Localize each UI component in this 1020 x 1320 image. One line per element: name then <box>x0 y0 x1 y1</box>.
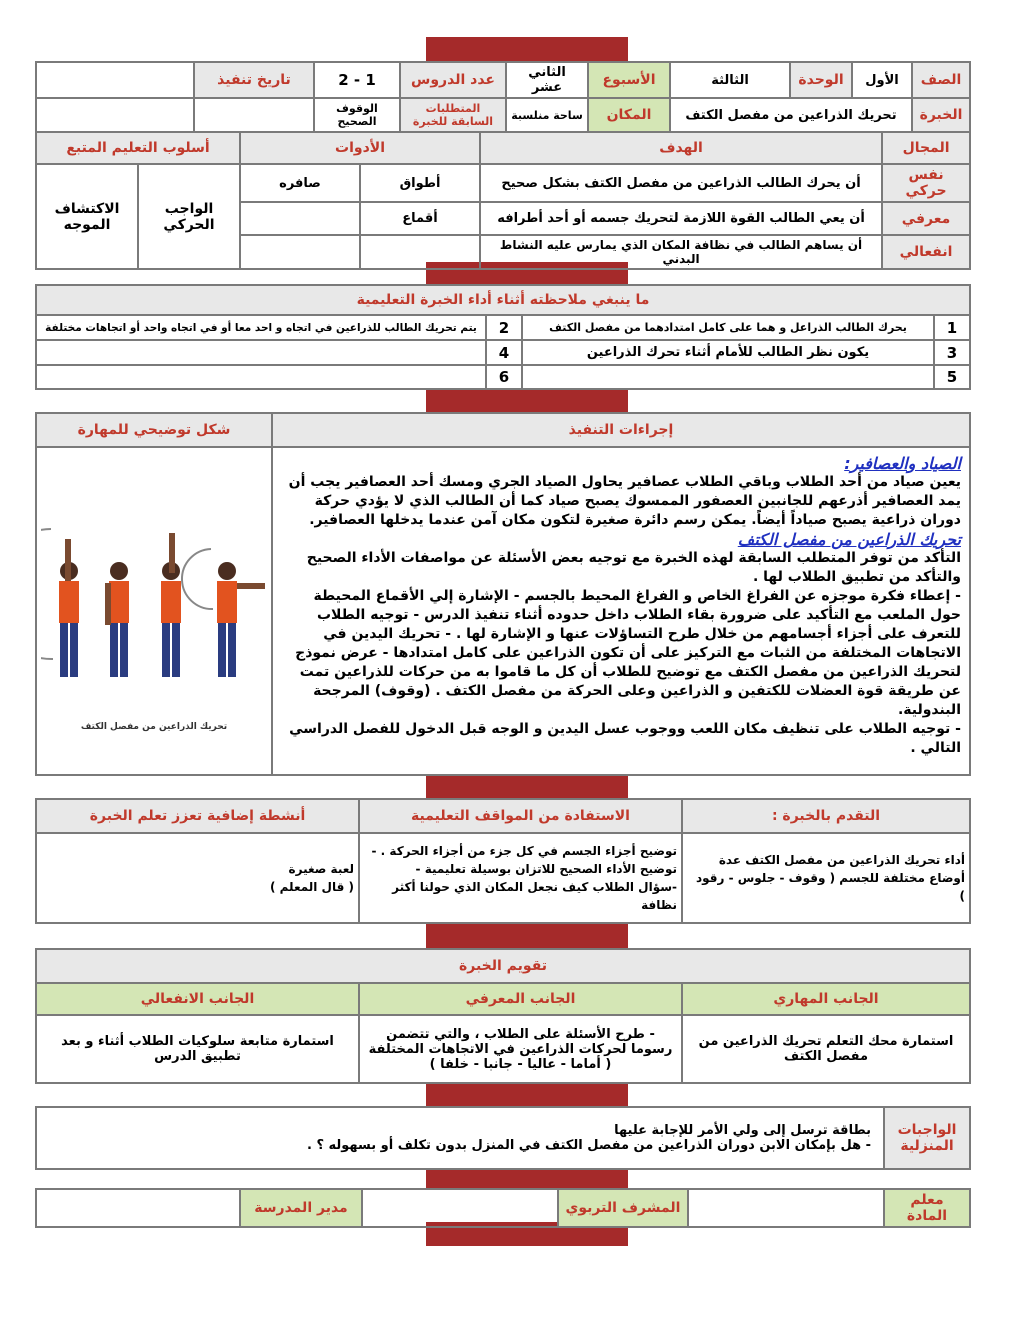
divider-bar-3 <box>426 390 628 412</box>
skill-aspect-header: الجانب المهاري <box>682 983 970 1015</box>
domain-psychomotor: نفس حركي <box>882 164 970 202</box>
tool-cell <box>240 202 360 235</box>
note-number: 2 <box>486 315 522 340</box>
homework-content <box>36 1107 884 1169</box>
prereq-value: الوقوف الصحيح <box>314 98 400 132</box>
homework-label: الواجبات المنزلية <box>884 1107 970 1169</box>
skill-text: التأكد من توفر المتطلب السابقة لهذه الخبرة مع توجيه بعض الأسئلة عن مواصفات الأداء الصحيح والتأكد من تطبيق الطلاب لها . <box>306 550 961 585</box>
domain-header: المجال <box>882 132 970 164</box>
note-text: يتم تحريك الطالب للذراعين في اتجاه و احد معا أو في اتجاه واحد أو اتجاهات مختلفة <box>36 315 486 340</box>
grade-value: الأول <box>852 62 912 98</box>
divider-bar-7 <box>426 1168 628 1188</box>
tool-cell: صافره <box>240 164 360 202</box>
signature-cell <box>36 1189 240 1227</box>
skill-text: - إعطاء فكرة موجزه عن الفراغ الخاص و الفراغ المحيط بالجسم - الإشارة إلي الأقماع المحيطة حول الملعب مع التأكيد على ضرورة بقاء الطلاب داخل حدوده أثناء تنفيذ الدرس - توجيه الطلاب للتعرف على أجزاء أجسامهم من خلال طرح التساؤلات عنها و الإشارة لها . - تحريك اليدين في الاتجاهات المختلفة من الثبات مع التركيز على أن تكون الذراعين على كامل امتدادها - عرض نموذج لتحريك الذراعين من مفصل الكتف مع توضيح للطلاب أن كل ما قاموا به من حركات للذراعين تمت عن طريقة قوة العضلات للكتفين و الذراعين وعلى الحركة من مفصل الكتف . (وقوف) المرجحة البندولية. <box>295 588 961 718</box>
exec-date-label: تاريخ تنفيذ <box>194 62 314 98</box>
exec-date-value <box>36 62 194 98</box>
divider-bar-6 <box>426 1084 628 1106</box>
situation-line: توضيح أجزاء الجسم في كل جزء من أجزاء الحركة . - <box>371 844 677 858</box>
skill-text: - توجيه الطلاب على تنظيف مكان اللعب ووجوب عسل اليدين و الوجه قبل الدخول للفصل الدراسي التالي . <box>289 721 961 756</box>
style-guided-discovery: الاكتشاف الموجه <box>36 164 138 269</box>
note-number: 4 <box>486 340 522 365</box>
note-number: 6 <box>486 365 522 389</box>
experience-label: الخبرة <box>912 98 970 132</box>
place-label: المكان <box>588 98 670 132</box>
tool-cell: أقماع <box>360 202 480 235</box>
skill-aspect-cell: استمارة محك التعلم تحريك الذراعين من مفصل الكتف <box>682 1015 970 1083</box>
extra-activities-cell <box>36 833 359 923</box>
style-motor-task: الواجب الحركي <box>138 164 240 269</box>
note-number: 5 <box>934 365 970 389</box>
empty-cell <box>36 98 194 132</box>
progress-cell: أداء تحريك الذراعين من مفصل الكتف عدة أوضاع مختلفة للجسم ( وقوف - جلوس - رقود ) <box>682 833 970 923</box>
figure-3 <box>161 533 181 677</box>
skill-title: تحريك الذراعين من مفصل الكتف <box>737 530 961 549</box>
goal-affective: أن يساهم الطالب في نظافة المكان الذي يمارس عليه النشاط البدني <box>480 235 882 269</box>
style-header: أسلوب التعليم المتبع <box>36 132 240 164</box>
empty-cell <box>194 98 314 132</box>
game-text: يعين صياد من أحد الطلاب وباقي الطلاب عصافير يحاول الصياد الجري ومسك أحد العصافير يجب أن يمد العصافير أذرعهم للجانبين العصفور الممسوك يصبح صياد كما أن الطالب الذي لا يؤدي حركة دوران ذراعية يصبح صياداً أيضاً. يمكن رسم دائرة صغيرة لتكون مكان آمن عندما يدخلها العصافير. <box>288 474 961 528</box>
activity-line: ( قال المعلم ) <box>269 880 354 894</box>
notes-title: ما ينبغي ملاحظته أثناء أداء الخبرة التعليمية <box>36 285 970 315</box>
illustration-header: شكل توضيحي للمهارة <box>36 413 272 447</box>
divider-bar-1 <box>426 37 628 61</box>
progress-header: التقدم بالخبرة : <box>682 799 970 833</box>
procedures-table <box>35 412 971 776</box>
goal-psychomotor: أن يحرك الطالب الذراعين من مفصل الكتف بشكل صحيح <box>480 164 882 202</box>
procedures-body <box>272 447 970 775</box>
note-text <box>522 365 934 389</box>
figure-1 <box>41 529 79 677</box>
evaluation-table <box>35 948 971 1084</box>
experience-value: تحريك الذراعين من مفصل الكتف <box>670 98 912 132</box>
domain-affective: انفعالي <box>882 235 970 269</box>
tool-cell: أطواق <box>360 164 480 202</box>
prereq-label: المتطلبات السابقة للخبرة <box>400 98 506 132</box>
lesson-info-table <box>35 61 971 133</box>
figure-4 <box>182 549 265 677</box>
goal-cognitive: أن يعي الطالب القوة اللازمة لتحريك جسمه أو أحد أطرافه <box>480 202 882 235</box>
unit-value: الثالثة <box>670 62 790 98</box>
note-text <box>36 340 486 365</box>
evaluation-title: تقويم الخبرة <box>36 949 970 983</box>
homework-line: بطاقة ترسل إلى ولي الأمر للإجابة عليها <box>614 1123 871 1138</box>
week-value: الثاني عشر <box>506 62 588 98</box>
homework-line: - هل بإمكان الابن دوران الذراعين من مفصل الكتف في المنزل بدون تكلف أو بسهوله ؟ . <box>306 1138 871 1153</box>
activity-line: لعبة صغيرة <box>288 862 354 876</box>
homework-table <box>35 1106 971 1170</box>
objectives-table <box>35 131 971 270</box>
signatures-table <box>35 1188 971 1228</box>
week-label: الأسبوع <box>588 62 670 98</box>
note-text: يحرك الطالب الذراعل و هما على كامل امتدادهما من مفصل الكتف <box>522 315 934 340</box>
illustration-caption: تحريك الذراعين من مفصل الكتف <box>80 722 228 732</box>
lessons-label: عدد الدروس <box>400 62 506 98</box>
divider-bar-5 <box>426 922 628 948</box>
procedures-header: إجراءات التنفيذ <box>272 413 970 447</box>
cognitive-aspect-header: الجانب المعرفي <box>359 983 682 1015</box>
signature-cell <box>688 1189 884 1227</box>
affective-aspect-cell: استمارة متابعة سلوكيات الطلاب أثناء و بعد تطبيق الدرس <box>36 1015 359 1083</box>
signature-cell <box>362 1189 558 1227</box>
unit-label: الوحدة <box>790 62 852 98</box>
note-text: يكون نظر الطالب للأمام أثناء تحرك الذراعين <box>522 340 934 365</box>
situation-line: توضيح الأداء الصحيح للاتزان بوسيلة تعليمية - <box>415 862 677 876</box>
place-value: ساحة منلسبة <box>506 98 588 132</box>
notes-table <box>35 284 971 390</box>
lessons-value: 1 - 2 <box>314 62 400 98</box>
goal-header: الهدف <box>480 132 882 164</box>
progress-table <box>35 798 971 924</box>
game-title: الصياد والعصافير: <box>844 454 961 473</box>
illustration-cell <box>36 447 272 775</box>
supervisor-label: المشرف التربوي <box>558 1189 688 1227</box>
tools-header: الأدوات <box>240 132 480 164</box>
note-number: 3 <box>934 340 970 365</box>
situation-line: -سؤال الطلاب كيف نجعل المكان الذي حولنا أكثر نظافة <box>392 880 677 912</box>
grade-label: الصف <box>912 62 970 98</box>
learning-situations-header: الاستفادة من المواقف التعليمية <box>359 799 682 833</box>
domain-cognitive: معرفي <box>882 202 970 235</box>
principal-label: مدير المدرسة <box>240 1189 362 1227</box>
cognitive-aspect-cell: - طرح الأسئلة على الطلاب ، والتي تتضمن رسوما لحركات الذراعين في الاتجاهات المختلفة ( أماما - عاليا - جانبا - خلفا ) <box>359 1015 682 1083</box>
extra-activities-header: أنشطة إضافية تعزز تعلم الخبرة <box>36 799 359 833</box>
teacher-label: معلم المادة <box>884 1189 970 1227</box>
arm-rotation-illustration <box>41 459 267 759</box>
figure-2 <box>105 562 129 677</box>
learning-situations-cell <box>359 833 682 923</box>
tool-cell <box>360 235 480 269</box>
note-text <box>36 365 486 389</box>
note-number: 1 <box>934 315 970 340</box>
tool-cell <box>240 235 360 269</box>
divider-bar-4 <box>426 776 628 798</box>
affective-aspect-header: الجانب الانفعالي <box>36 983 359 1015</box>
